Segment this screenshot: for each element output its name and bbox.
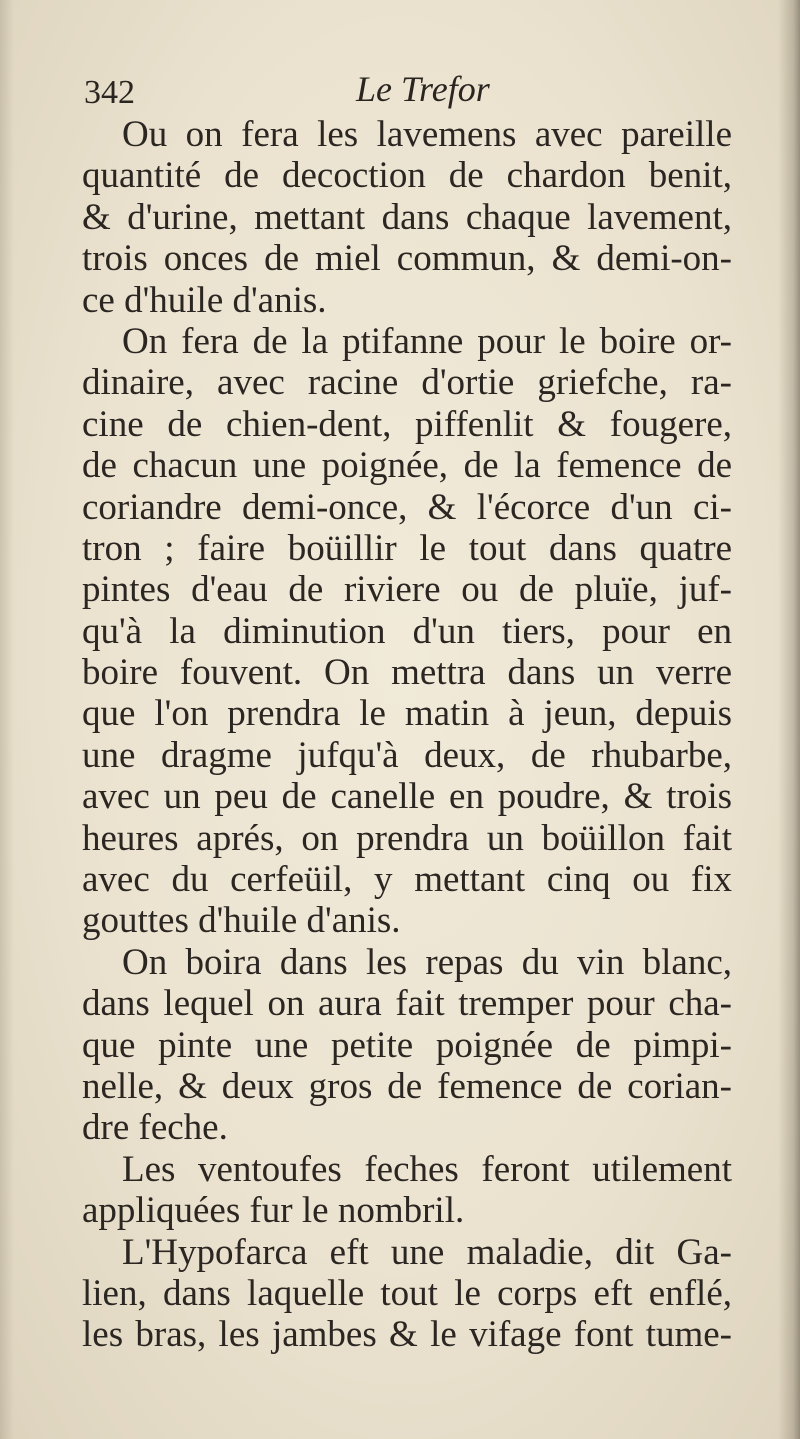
text-line: pintes d'eau de riviere ou de pluïe, juf-: [82, 569, 732, 611]
body-text: [82, 114, 732, 1356]
text-line: dre feche.: [82, 1107, 228, 1149]
text-line: ce d'huile d'anis.: [82, 279, 327, 321]
page-left-edge-shadow: [0, 0, 14, 1439]
text-line: de chacun une poignée, de la femence de: [82, 445, 732, 487]
text-line: que l'on prendra le matin à jeun, depuis: [82, 693, 732, 735]
text-line: trois onces de miel commun, & demi-on-: [82, 238, 732, 280]
text-line: appliquées fur le nombril.: [82, 1190, 465, 1232]
text-line: & d'urine, mettant dans chaque lavement,: [82, 196, 732, 238]
text-line: les bras, les jambes & le vifage font tume-: [82, 1314, 732, 1356]
text-line: lien, dans laquelle tout le corps eft enflé,: [82, 1272, 732, 1314]
text-line: que pinte une petite poignée de pimpi-: [82, 1024, 732, 1066]
text-line: On fera de la ptifanne pour le boire or-: [122, 320, 732, 362]
text-line: dinaire, avec racine d'ortie griefche, ra-: [82, 362, 732, 404]
running-title: Le Trefor: [356, 69, 490, 109]
text-line: qu'à la diminution d'un tiers, pour en: [82, 610, 732, 652]
text-line: dans lequel on aura fait tremper pour cha-: [82, 983, 732, 1025]
page-gutter-shadow: [778, 0, 800, 1439]
text-line: boire fouvent. On mettra dans un verre: [82, 652, 732, 694]
text-line: avec un peu de canelle en poudre, & trois: [82, 776, 732, 818]
page-number: 342: [84, 74, 135, 111]
text-line: nelle, & deux gros de femence de corian-: [82, 1065, 732, 1107]
text-line: tron ; faire boüillir le tout dans quatre: [82, 527, 732, 569]
text-line: quantité de decoction de chardon benit,: [82, 155, 732, 197]
text-line: Ou on fera les lavemens avec pareille: [122, 114, 732, 155]
text-line: coriandre demi-once, & l'écorce d'un ci-: [82, 486, 732, 528]
page-header: [84, 68, 734, 120]
text-line: heures aprés, on prendra un boüillon fait: [82, 817, 732, 859]
text-line: On boira dans les repas du vin blanc,: [122, 941, 732, 983]
text-line: une dragme jufqu'à deux, de rhubarbe,: [82, 734, 732, 776]
text-line: Les ventoufes feches feront utilement: [122, 1148, 732, 1190]
text-line: avec du cerfeüil, y mettant cinq ou fix: [82, 859, 732, 901]
text-line: L'Hypofarca eft une maladie, dit Ga-: [122, 1231, 732, 1273]
text-line: gouttes d'huile d'anis.: [82, 900, 401, 942]
text-line: cine de chien-dent, piffenlit & fougere,: [82, 403, 732, 445]
